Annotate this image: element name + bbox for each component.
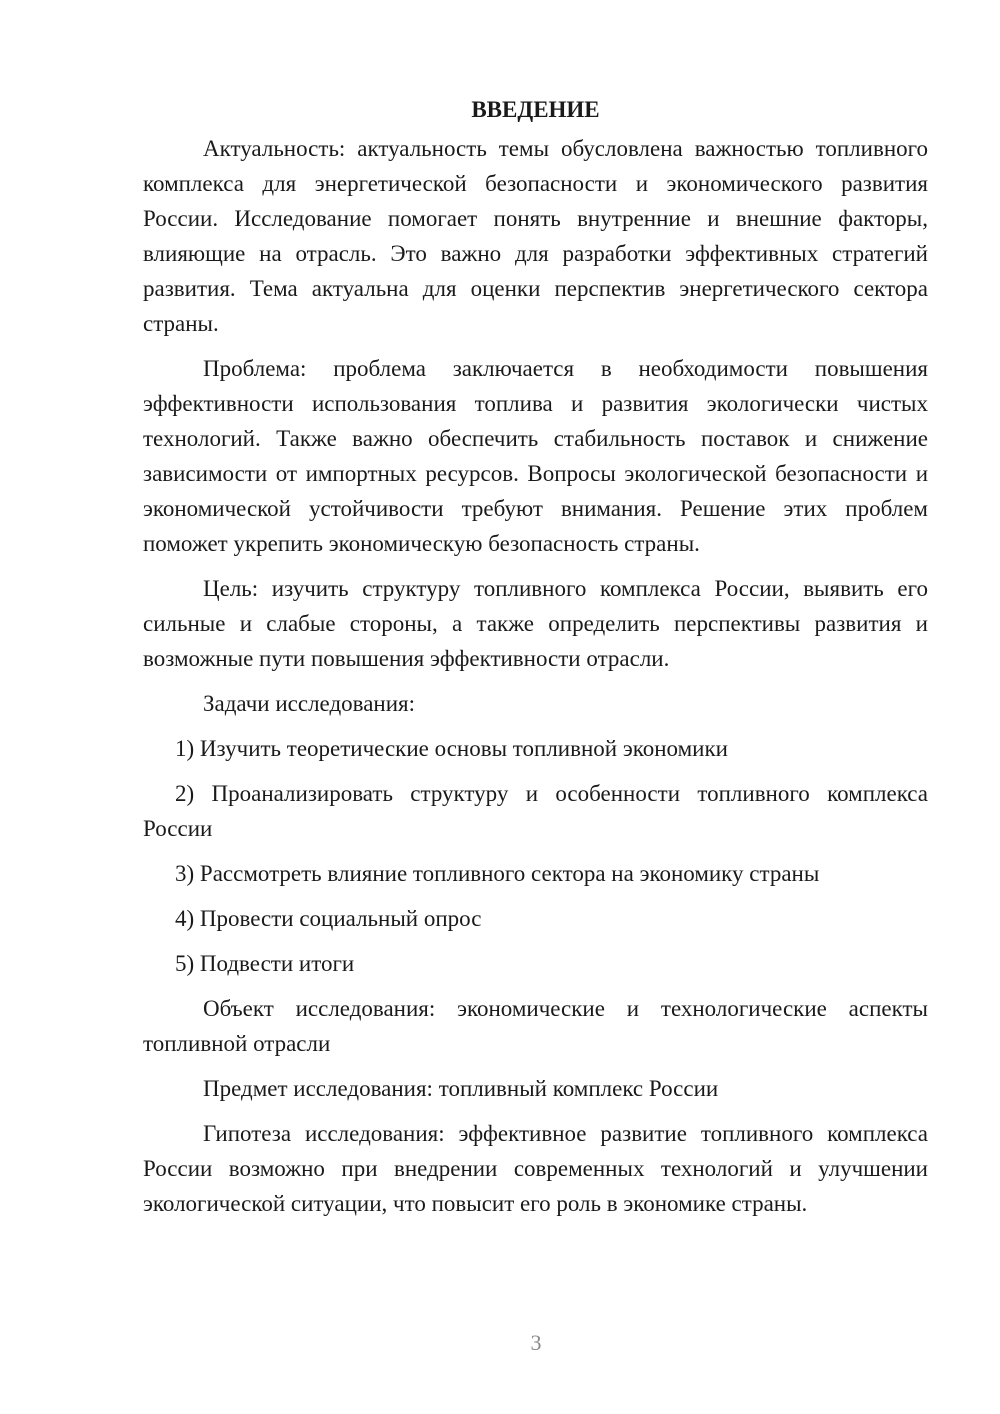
relevance-paragraph: Актуальность: актуальность темы обусловлена важностью топливного комплекса для энергетической безопасности и экономического развития России. Исследование помогает понять внутренние и внешние факторы, влияющие на отрасль. Это важно для разработки эффективных стратегий развития. Тема актуальна для оценки перспектив энергетического сектора страны. [143,136,928,336]
hypothesis-paragraph: Гипотеза исследования: эффективное развитие топливного комплекса России возможно при внедрении современных технологий и улучшении экологической ситуации, что повысит его роль в экономике страны. [143,1121,928,1216]
task-item: 2) Проанализировать структуру и особенности топливного комплекса России [143,781,928,841]
task-item: 3) Рассмотреть влияние топливного сектора на экономику страны [175,861,820,886]
task-item: 1) Изучить теоретические основы топливной экономики [175,736,728,761]
problem-paragraph: Проблема: проблема заключается в необходимости повышения эффективности использования топлива и развития экологически чистых технологий. Также важно обеспечить стабильность поставок и снижение зависимости от импортных ресурсов. Вопросы экологической безопасности и экономической устойчивости требуют внимания. Решение этих проблем поможет укрепить экономическую безопасность страны. [143,356,928,556]
document-page [143,92,928,1231]
page-number: 3 [530,1330,542,1355]
section-heading: ВВЕДЕНИЕ [471,97,600,122]
subject-paragraph: Предмет исследования: топливный комплекс России [203,1076,719,1101]
object-paragraph: Объект исследования: экономические и технологические аспекты топливной отрасли [143,996,928,1056]
tasks-title: Задачи исследования: [203,691,416,716]
task-item: 4) Провести социальный опрос [175,906,482,931]
task-item: 5) Подвести итоги [175,951,355,976]
goal-paragraph: Цель: изучить структуру топливного комплекса России, выявить его сильные и слабые стороны, а также определить перспективы развития и возможные пути повышения эффективности отрасли. [143,576,928,671]
